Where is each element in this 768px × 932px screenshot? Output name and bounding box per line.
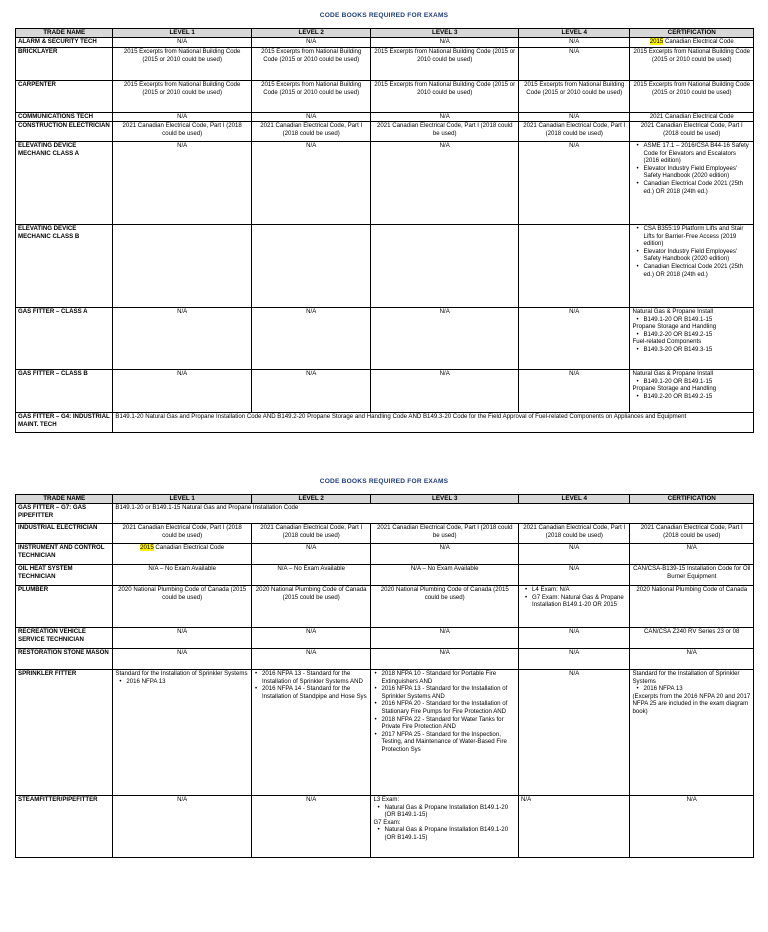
level-4-cell: N/A — [519, 308, 630, 370]
header-trade-name: TRADE NAME — [16, 495, 113, 504]
certification-cell: N/A — [630, 544, 754, 565]
trade-name: STEAMFITTER/PIPEFITTER — [16, 796, 113, 858]
certification-cell — [630, 38, 754, 48]
level-1-cell — [113, 544, 252, 565]
level-3-cell: N/A — [371, 38, 519, 48]
cell-heading: Standard for the Installation of Sprinkler Systems — [632, 670, 740, 685]
spanning-cell: B149.1-20 Natural Gas and Propane Installation Code AND B149.2-20 Propane Storage and Handling Code AND B149.3-20 Code for the Field Approval of Fuel-related Components on Appliances and Equipment — [113, 413, 754, 433]
table-row — [16, 628, 754, 649]
table-row — [16, 81, 754, 113]
code-books-table-2 — [15, 494, 754, 858]
level-4-cell: N/A — [519, 796, 630, 858]
level-4-cell: 2021 Canadian Electrical Code, Part I (2018 could be used) — [519, 524, 630, 544]
header-level-1: LEVEL 1 — [113, 29, 252, 38]
trade-name: CARPENTER — [16, 81, 113, 113]
certification-cell: CAN/CSA-B139-15 Installation Code for Oil Burner Equipment — [630, 565, 754, 586]
level-2-cell: N/A — [251, 649, 370, 670]
level-1-cell: N/A — [113, 142, 252, 225]
level-4-cell: N/A — [519, 113, 630, 122]
list-item: • 2018 NFPA 22 - Standard for Water Tanks for Private Fire Protection AND — [381, 716, 516, 731]
code-books-table-1 — [15, 28, 754, 433]
level-2-cell: N/A — [251, 113, 370, 122]
level-1-cell: 2015 Excerpts from National Building Code (2015 or 2010 could be used) — [113, 81, 252, 113]
level-2-cell: N/A — [251, 544, 370, 565]
trade-name: COMMUNICATIONS TECH — [16, 113, 113, 122]
level-3-cell: 2021 Canadian Electrical Code, Part I (2018 could be used) — [371, 122, 519, 142]
certification-cell: 2021 Canadian Electrical Code — [630, 113, 754, 122]
cert-heading: Natural Gas & Propane Install — [632, 370, 714, 377]
trade-name: GAS FITTER – CLASS B — [16, 370, 113, 413]
level-3-cell: N/A — [371, 308, 519, 370]
level-1-cell: N/A — [113, 38, 252, 48]
cert-heading: Natural Gas & Propane Install — [632, 308, 714, 315]
certification-cell: N/A — [630, 649, 754, 670]
list-item: • 2016 NFPA 13 — [126, 678, 249, 686]
certification-cell: 2021 Canadian Electrical Code, Part I (2018 could be used) — [630, 122, 754, 142]
list-item: • Elevator Industry Field Employees' Safety Handbook (2020 edition) — [643, 165, 751, 180]
highlight-year: 2015 — [140, 544, 154, 551]
trade-name: GAS FITTER – G7: GAS PIPEFITTER — [16, 504, 113, 524]
list-item: • Natural Gas & Propane Installation B149.1-20 (OR B149.1-15) — [384, 804, 516, 819]
cert-heading: Propane Storage and Handling — [632, 385, 717, 393]
cert-heading: Propane Storage and Handling — [632, 323, 717, 331]
level-2-cell: 2015 Excerpts from National Building Code (2015 or 2010 could be used) — [251, 81, 370, 113]
level-3-cell: N/A — [371, 142, 519, 225]
list-item: • Canadian Electrical Code 2021 (25th ed.) OR 2018 (24th ed.) — [643, 263, 751, 278]
header-certification: CERTIFICATION — [630, 495, 754, 504]
trade-name: BRICKLAYER — [16, 48, 113, 81]
certification-cell: N/A — [630, 796, 754, 858]
header-level-2: LEVEL 2 — [251, 29, 370, 38]
trade-name: CONSTRUCTION ELECTRICIAN — [16, 122, 113, 142]
trade-name: INDUSTRIAL ELECTRICIAN — [16, 524, 113, 544]
header-level-4: LEVEL 4 — [519, 495, 630, 504]
level-3-cell: N/A — [371, 370, 519, 413]
list-item: • B149.2-20 OR B149.2-15 — [643, 393, 751, 401]
level-2-cell: N/A — [251, 142, 370, 225]
highlight-year: 2015 — [649, 38, 664, 45]
cell-heading: L3 Exam: — [373, 796, 400, 803]
table-row — [16, 48, 754, 81]
level-4-cell: N/A — [519, 544, 630, 565]
header-level-3: LEVEL 3 — [371, 495, 519, 504]
list-item: • 2016 NFPA 13 — [643, 685, 751, 693]
certification-cell: 2020 National Plumbing Code of Canada — [630, 586, 754, 628]
level-1-cell — [113, 225, 252, 308]
level-3-cell: N/A — [371, 544, 519, 565]
table-row — [16, 308, 754, 370]
level-1-cell: 2021 Canadian Electrical Code, Part I (2018 could be used) — [113, 524, 252, 544]
level-4-cell: 2015 Excerpts from National Building Code (2015 or 2010 could be used) — [519, 81, 630, 113]
cell-text: Canadian Electrical Code — [153, 544, 225, 551]
header-level-1: LEVEL 1 — [113, 495, 252, 504]
trade-name: ELEVATING DEVICE MECHANIC CLASS B — [16, 225, 113, 308]
level-3-cell: 2015 Excerpts from National Building Code (2015 or 2010 could be used) — [371, 48, 519, 81]
table-row — [16, 370, 754, 413]
level-3-cell: N/A — [371, 649, 519, 670]
table-row — [16, 38, 754, 48]
trade-name: GAS FITTER – CLASS A — [16, 308, 113, 370]
level-3-cell: N/A – No Exam Available — [371, 565, 519, 586]
trade-name: GAS FITTER – G4: INDUSTRIAL MAINT. TECH — [16, 413, 113, 433]
trade-name: ELEVATING DEVICE MECHANIC CLASS A — [16, 142, 113, 225]
level-3-cell: 2020 National Plumbing Code of Canada (2015 could be used) — [371, 586, 519, 628]
level-1-cell: 2020 National Plumbing Code of Canada (2015 could be used) — [113, 586, 252, 628]
level-4-cell: N/A — [519, 370, 630, 413]
level-2-cell — [251, 225, 370, 308]
table-row — [16, 670, 754, 796]
table-row — [16, 565, 754, 586]
table-row — [16, 225, 754, 308]
level-2-cell: 2015 Excerpts from National Building Code (2015 or 2010 could be used) — [251, 48, 370, 81]
trade-name: SPRINKLER FITTER — [16, 670, 113, 796]
level-3-cell: 2015 Excerpts from National Building Code (2015 or 2010 could be used) — [371, 81, 519, 113]
table-row — [16, 649, 754, 670]
level-4-cell: N/A — [519, 142, 630, 225]
level-4-cell: N/A — [519, 38, 630, 48]
table-row — [16, 122, 754, 142]
level-4-cell — [519, 225, 630, 308]
level-4-cell: N/A — [519, 565, 630, 586]
level-1-cell: N/A — [113, 113, 252, 122]
certification-cell — [630, 308, 754, 370]
level-2-cell: 2020 National Plumbing Code of Canada (2015 could be used) — [251, 586, 370, 628]
list-item: • G7 Exam: Natural Gas & Propane Installation B149.1-20 OR 2015 — [532, 594, 627, 609]
spanning-cell: B149.1-20 or B149.1-15 Natural Gas and Propane Installation Code — [113, 504, 754, 524]
table-row — [16, 113, 754, 122]
level-3-cell: N/A — [371, 628, 519, 649]
certification-cell — [630, 370, 754, 413]
level-4-cell: N/A — [519, 670, 630, 796]
list-item: • 2016 NFPA 14 - Standard for the Installation of Standpipe and Hose Sys — [262, 685, 368, 700]
cell-heading: Standard for the Installation of Sprinkler Systems — [115, 670, 248, 677]
list-item: • B149.1-20 OR B149.1-15 — [643, 378, 751, 386]
header-level-3: LEVEL 3 — [371, 29, 519, 38]
level-1-cell: N/A — [113, 649, 252, 670]
level-4-cell: 2021 Canadian Electrical Code, Part I (2018 could be used) — [519, 122, 630, 142]
list-item: • 2016 NFPA 20 - Standard for the Installation of Stationary Fire Pumps for Fire Protection AND — [381, 700, 516, 715]
list-item: • B149.3-20 OR B149.3-15 — [643, 346, 751, 354]
level-1-cell: N/A — [113, 308, 252, 370]
level-4-cell: N/A — [519, 628, 630, 649]
level-4-cell: N/A — [519, 48, 630, 81]
level-2-cell: N/A — [251, 370, 370, 413]
level-2-cell: N/A — [251, 308, 370, 370]
list-item: • B149.1-20 OR B149.1-15 — [643, 316, 751, 324]
level-1-cell — [113, 670, 252, 796]
level-3-cell — [371, 670, 519, 796]
cert-heading: Fuel-related Components — [632, 338, 702, 346]
level-3-cell: 2021 Canadian Electrical Code, Part I (2018 could be used) — [371, 524, 519, 544]
list-item: • 2016 NFPA 13 - Standard for the Installation of Sprinkler Systems AND — [262, 670, 368, 685]
list-item: • CSA B355:19 Platform Lifts and Stair Lifts for Barrier-Free Access (2019 edition) — [643, 225, 751, 248]
header-row — [16, 495, 754, 504]
table-row — [16, 586, 754, 628]
table-row — [16, 504, 754, 524]
trade-name: ALARM & SECURITY TECH — [16, 38, 113, 48]
header-level-4: LEVEL 4 — [519, 29, 630, 38]
level-3-cell — [371, 225, 519, 308]
list-item: • Elevator Industry Field Employees' Safety Handbook (2020 edition) — [643, 248, 751, 263]
page-title-2: CODE BOOKS REQUIRED FOR EXAMS — [319, 478, 449, 485]
level-2-cell: 2021 Canadian Electrical Code, Part I (2018 could be used) — [251, 524, 370, 544]
certification-cell — [630, 225, 754, 308]
level-3-cell: N/A — [371, 113, 519, 122]
level-2-cell: 2021 Canadian Electrical Code, Part I (2018 could be used) — [251, 122, 370, 142]
level-2-cell: N/A — [251, 628, 370, 649]
table-row — [16, 544, 754, 565]
table-row — [16, 142, 754, 225]
table-row — [16, 524, 754, 544]
level-1-cell: 2015 Excerpts from National Building Code (2015 or 2010 could be used) — [113, 48, 252, 81]
level-1-cell: N/A — [113, 628, 252, 649]
list-item: • 2018 NFPA 10 - Standard for Portable Fire Extinguishers AND — [381, 670, 516, 685]
list-item: • ASME 17.1 – 2016/CSA B44-16 Safety Code for Elevators and Escalators (2016 edition) — [643, 142, 751, 165]
page-title-1: CODE BOOKS REQUIRED FOR EXAMS — [319, 12, 449, 19]
certification-cell: 2021 Canadian Electrical Code, Part I (2018 could be used) — [630, 524, 754, 544]
certification-cell: 2015 Excerpts from National Building Code (2015 or 2010 could be used) — [630, 81, 754, 113]
certification-cell: CAN/CSA Z240 RV Series 23 or 08 — [630, 628, 754, 649]
header-certification: CERTIFICATION — [630, 29, 754, 38]
level-2-cell: N/A — [251, 796, 370, 858]
level-2-cell: N/A — [251, 38, 370, 48]
header-trade-name: TRADE NAME — [16, 29, 113, 38]
trade-name: OIL HEAT SYSTEM TECHNICIAN — [16, 565, 113, 586]
list-item: • B149.2-20 OR B149.2-15 — [643, 331, 751, 339]
level-4-cell — [519, 586, 630, 628]
trade-name: RECREATION VEHICLE SERVICE TECHNICIAN — [16, 628, 113, 649]
level-1-cell: 2021 Canadian Electrical Code, Part I (2018 could be used) — [113, 122, 252, 142]
level-1-cell: N/A — [113, 796, 252, 858]
table-row — [16, 796, 754, 858]
certification-cell — [630, 142, 754, 225]
header-row — [16, 29, 754, 38]
cert-note: (Excerpts from the 2016 NFPA 20 and 2017 NFPA 25 are included in the exam diagram book) — [632, 692, 751, 715]
table-row — [16, 413, 754, 433]
list-item: • 2016 NFPA 13 - Standard for the Installation of Sprinkler Systems AND — [381, 685, 516, 700]
level-2-cell: N/A – No Exam Available — [251, 565, 370, 586]
header-level-2: LEVEL 2 — [251, 495, 370, 504]
level-1-cell: N/A – No Exam Available — [113, 565, 252, 586]
cell-heading: G7 Exam: — [373, 818, 401, 826]
list-item: • L4 Exam: N/A — [532, 586, 627, 594]
level-1-cell: N/A — [113, 370, 252, 413]
list-item: • Natural Gas & Propane Installation B149.1-20 (OR B149.1-15) — [384, 826, 516, 841]
trade-name: PLUMBER — [16, 586, 113, 628]
cert-text: Canadian Electrical Code — [663, 38, 734, 45]
list-item: • 2017 NFPA 25 - Standard for the Inspection, Testing, and Maintenance of Water-Based Fire Protection Sys — [381, 731, 516, 754]
trade-name: INSTRUMENT AND CONTROL TECHNICIAN — [16, 544, 113, 565]
trade-name: RESTORATION STONE MASON — [16, 649, 113, 670]
list-item: • Canadian Electrical Code 2021 (25th ed.) OR 2018 (24th ed.) — [643, 180, 751, 195]
certification-cell: 2015 Excerpts from National Building Code (2015 or 2010 could be used) — [630, 48, 754, 81]
level-4-cell: N/A — [519, 649, 630, 670]
level-3-cell — [371, 796, 519, 858]
certification-cell — [630, 670, 754, 796]
level-2-cell — [251, 670, 370, 796]
